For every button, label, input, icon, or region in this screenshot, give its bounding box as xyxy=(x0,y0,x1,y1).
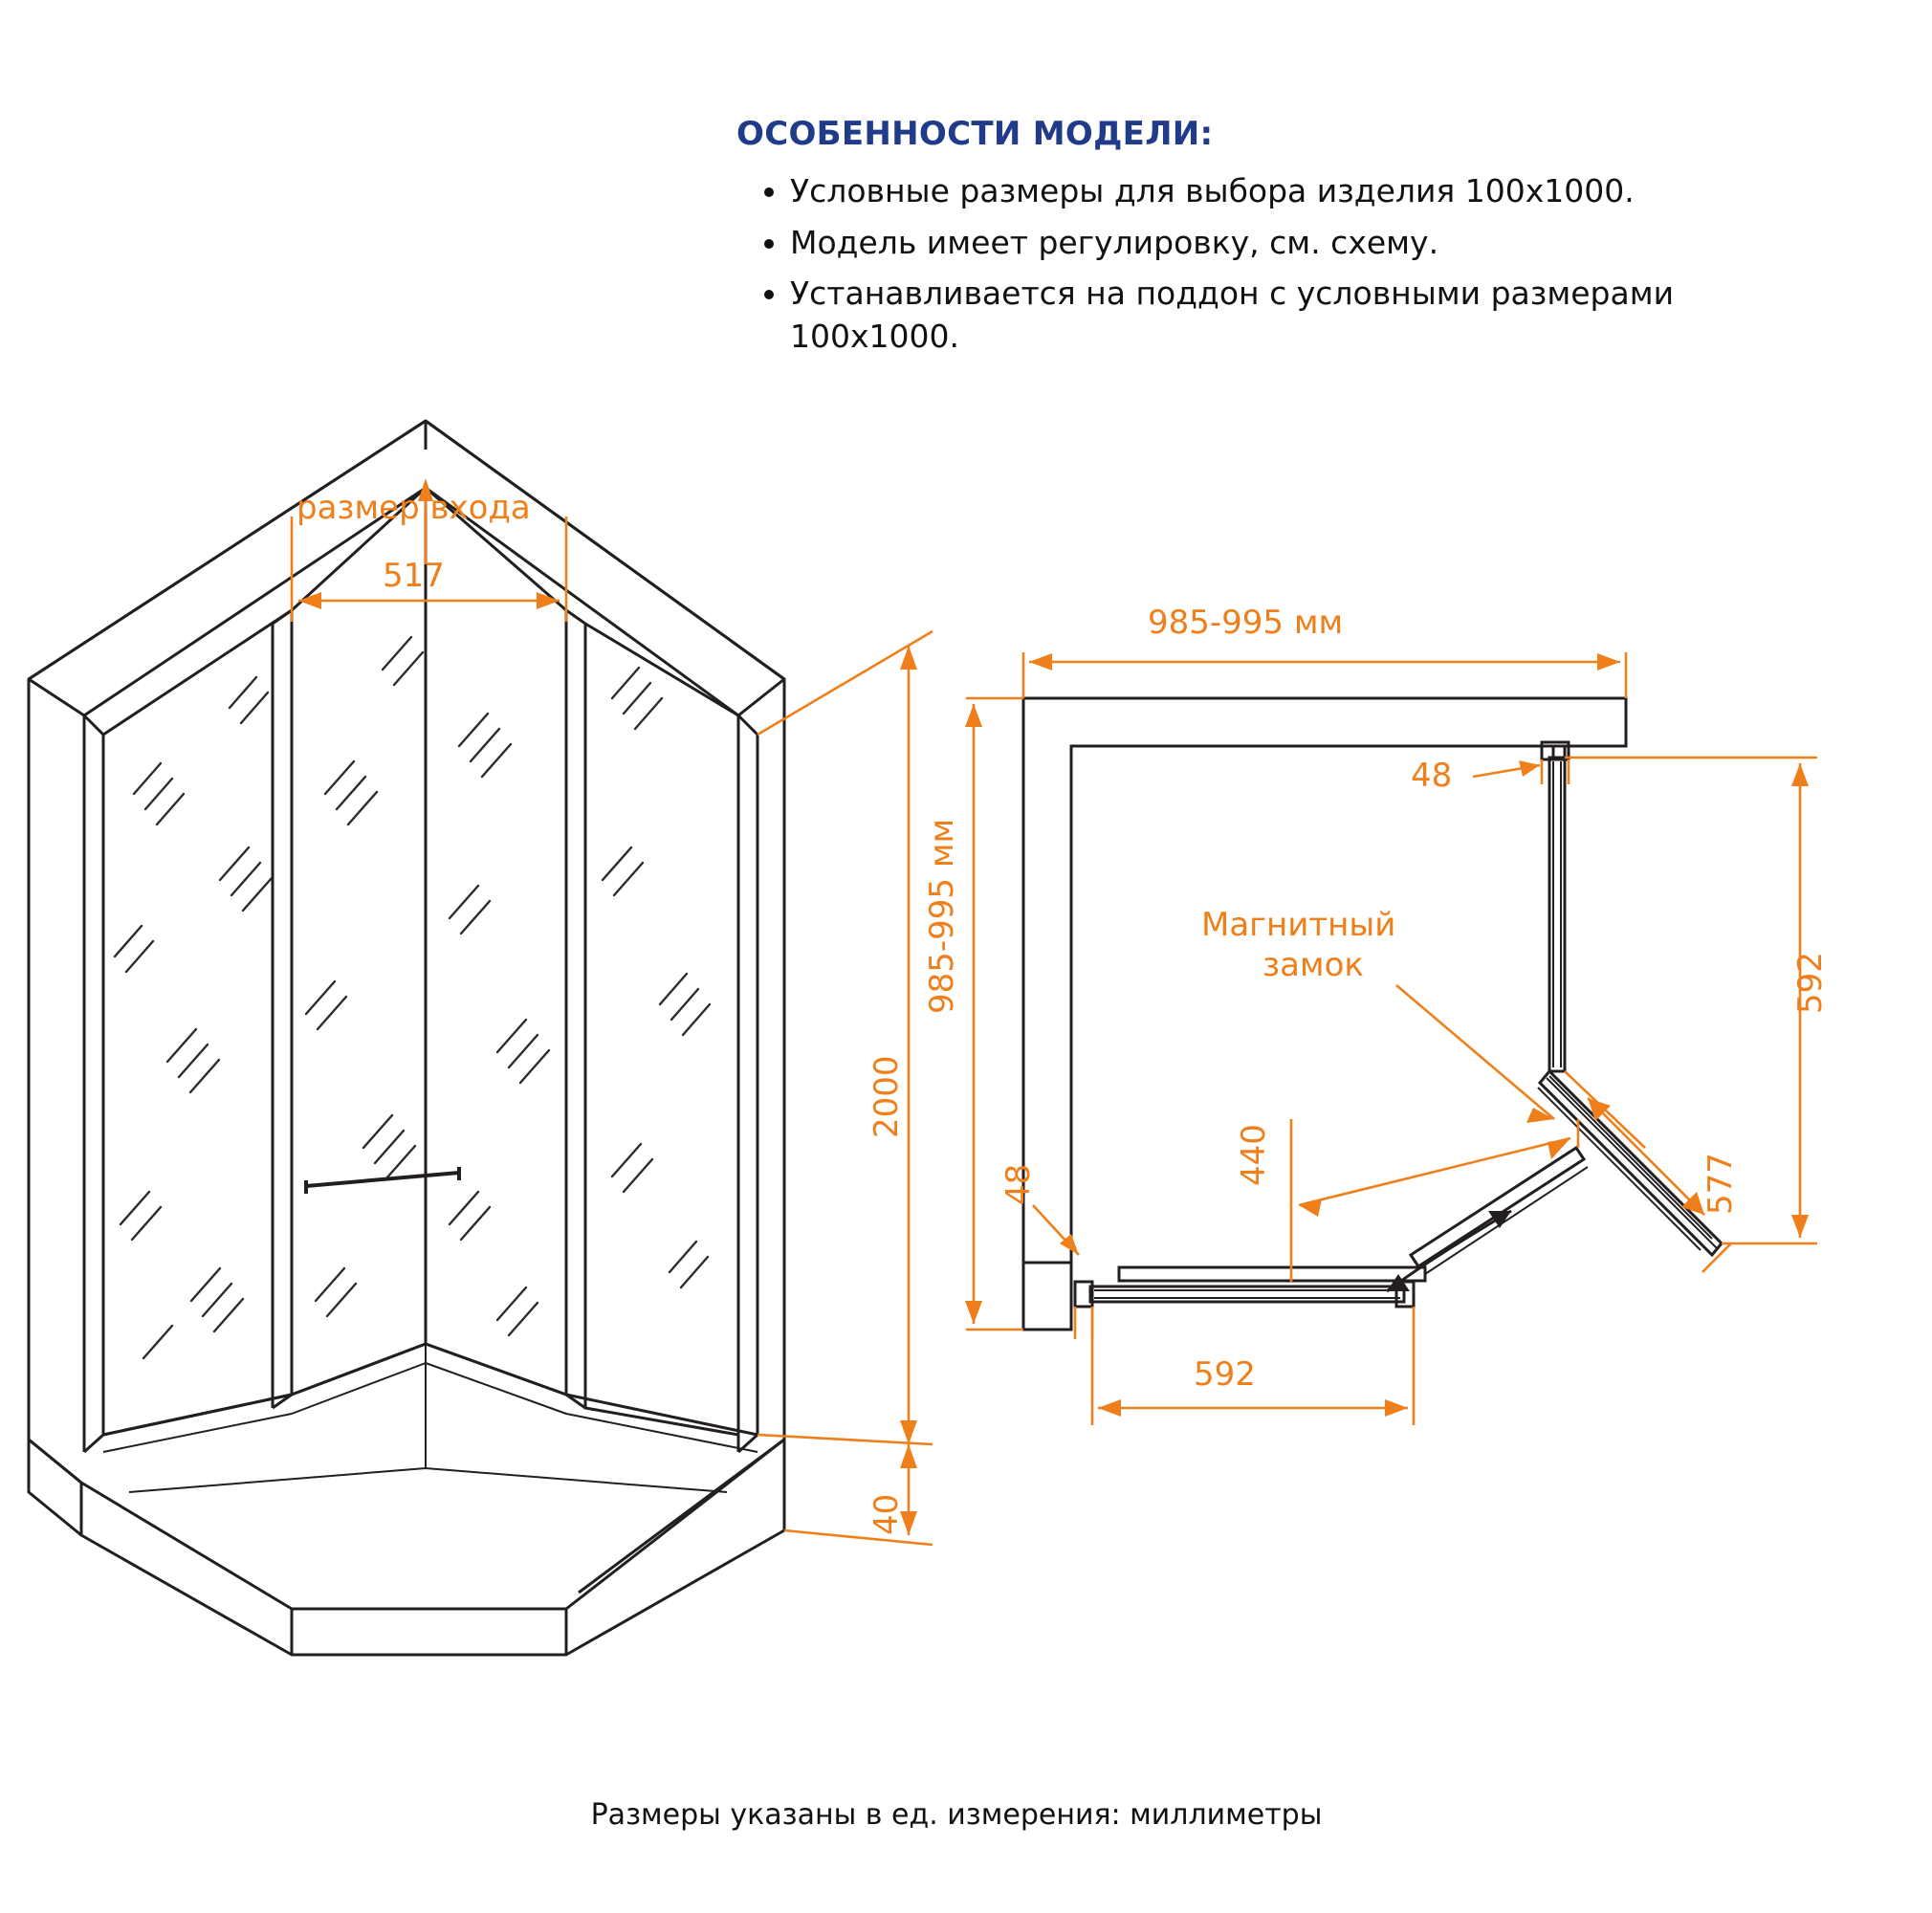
door-offset-top-value: 48 xyxy=(1411,757,1453,795)
features-title: ОСОБЕННОСТИ МОДЕЛИ: xyxy=(736,115,1214,153)
diagonal-value: 577 xyxy=(1701,1153,1740,1215)
footnote: Размеры указаны в ед. измерения: миллиметры xyxy=(590,1798,1323,1832)
list-item: • Модель имеет регулировку, см. схему. xyxy=(790,222,1836,265)
height-value: 2000 xyxy=(867,1055,906,1138)
right-plan-drawing xyxy=(923,604,1932,1817)
top-width-value: 985-995 мм xyxy=(1148,604,1344,642)
side-height-value: 985-995 мм xyxy=(923,818,961,1014)
entrance-label: размер входа xyxy=(296,489,531,527)
magnet-label-line1: Магнитный xyxy=(1201,906,1396,944)
door-offset-bottom-value: 48 xyxy=(999,1163,1038,1205)
features-list xyxy=(736,170,1836,358)
magnet-label-line2: замок xyxy=(1262,946,1364,984)
features-block xyxy=(736,115,1836,366)
panel-right-value: 592 xyxy=(1791,952,1830,1014)
door-leaf-value: 440 xyxy=(1235,1124,1273,1186)
entrance-width-value: 517 xyxy=(383,557,445,595)
list-item: • Устанавливается на поддон с условными размерами 100х1000. xyxy=(790,273,1836,358)
panel-bottom-value: 592 xyxy=(1194,1355,1256,1394)
list-item: • Условные размеры для выбора изделия 100х1000. xyxy=(790,170,1836,213)
base-height-value: 40 xyxy=(867,1493,906,1535)
left-isometric-drawing xyxy=(0,383,956,1817)
